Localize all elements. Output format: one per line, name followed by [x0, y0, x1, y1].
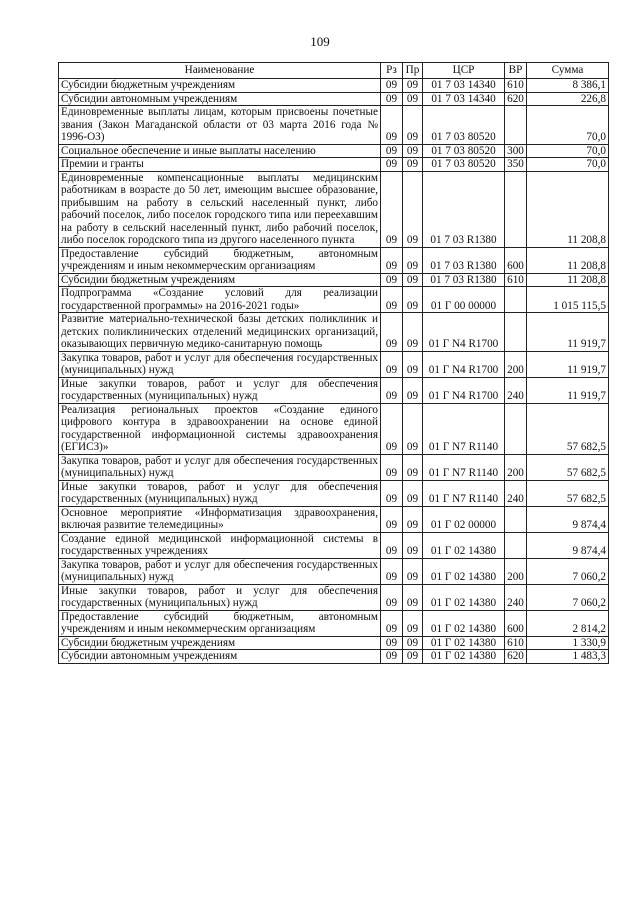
- cell-rz: 09: [381, 584, 403, 610]
- cell-sum: 57 682,5: [527, 454, 609, 480]
- cell-vr: 300: [505, 144, 527, 158]
- cell-pr: 09: [403, 480, 423, 506]
- cell-pr: 09: [403, 558, 423, 584]
- cell-sum: 70,0: [527, 144, 609, 158]
- cell-vr: [505, 506, 527, 532]
- cell-rz: 09: [381, 403, 403, 454]
- cell-sum: 9 874,4: [527, 532, 609, 558]
- cell-vr: 240: [505, 480, 527, 506]
- cell-sum: 1 015 115,5: [527, 287, 609, 313]
- cell-sum: 11 208,8: [527, 171, 609, 247]
- cell-rz: 09: [381, 636, 403, 650]
- cell-name: Иные закупки товаров, работ и услуг для обеспечения государственных (муниципальных) нужд: [59, 584, 381, 610]
- budget-table: [58, 62, 609, 664]
- cell-vr: 620: [505, 92, 527, 106]
- table-row: [59, 92, 609, 106]
- table-row: [59, 584, 609, 610]
- cell-rz: 09: [381, 377, 403, 403]
- cell-rz: 09: [381, 454, 403, 480]
- cell-sum: 11 919,7: [527, 351, 609, 377]
- cell-rz: 09: [381, 171, 403, 247]
- cell-pr: 09: [403, 92, 423, 106]
- table-row: [59, 106, 609, 145]
- cell-csr: 01 7 03 14340: [423, 92, 505, 106]
- cell-pr: 09: [403, 106, 423, 145]
- table-row: [59, 454, 609, 480]
- cell-rz: 09: [381, 247, 403, 273]
- cell-sum: 70,0: [527, 158, 609, 172]
- cell-pr: 09: [403, 532, 423, 558]
- cell-vr: [505, 313, 527, 352]
- cell-vr: 610: [505, 79, 527, 93]
- cell-pr: 09: [403, 636, 423, 650]
- cell-vr: 240: [505, 584, 527, 610]
- cell-pr: 09: [403, 454, 423, 480]
- cell-name: Социальное обеспечение и иные выплаты населению: [59, 144, 381, 158]
- header-sum: Сумма: [527, 63, 609, 79]
- table-row: [59, 532, 609, 558]
- cell-csr: 01 7 03 80520: [423, 158, 505, 172]
- cell-vr: [505, 403, 527, 454]
- cell-pr: 09: [403, 171, 423, 247]
- cell-pr: 09: [403, 273, 423, 287]
- cell-vr: 620: [505, 650, 527, 664]
- cell-csr: 01 7 03 14340: [423, 79, 505, 93]
- cell-sum: 2 814,2: [527, 610, 609, 636]
- cell-sum: 7 060,2: [527, 584, 609, 610]
- cell-pr: 09: [403, 403, 423, 454]
- table-row: [59, 377, 609, 403]
- cell-csr: 01 Г 02 14380: [423, 636, 505, 650]
- table-row: [59, 506, 609, 532]
- cell-vr: 350: [505, 158, 527, 172]
- cell-csr: 01 7 03 80520: [423, 106, 505, 145]
- cell-rz: 09: [381, 273, 403, 287]
- cell-vr: 600: [505, 610, 527, 636]
- cell-rz: 09: [381, 506, 403, 532]
- cell-vr: [505, 287, 527, 313]
- cell-rz: 09: [381, 610, 403, 636]
- cell-pr: 09: [403, 610, 423, 636]
- header-rz: Рз: [381, 63, 403, 79]
- cell-vr: 200: [505, 351, 527, 377]
- table-row: [59, 351, 609, 377]
- cell-vr: 600: [505, 247, 527, 273]
- cell-sum: 70,0: [527, 106, 609, 145]
- cell-csr: 01 Г N7 R1140: [423, 403, 505, 454]
- cell-csr: 01 Г 02 00000: [423, 506, 505, 532]
- cell-rz: 09: [381, 558, 403, 584]
- cell-vr: [505, 171, 527, 247]
- table-row: [59, 144, 609, 158]
- cell-vr: [505, 106, 527, 145]
- cell-sum: 1 330,9: [527, 636, 609, 650]
- cell-sum: 11 208,8: [527, 273, 609, 287]
- cell-sum: 57 682,5: [527, 480, 609, 506]
- cell-csr: 01 Г 02 14380: [423, 532, 505, 558]
- cell-sum: 9 874,4: [527, 506, 609, 532]
- page-number: 109: [310, 34, 330, 49]
- cell-name: Реализация региональных проектов «Создание единого цифрового контура в здравоохранении на основе единой государственной информационной системы здравоохранения (ЕГИСЗ)»: [59, 403, 381, 454]
- cell-name: Субсидии автономным учреждениям: [59, 650, 381, 664]
- cell-pr: 09: [403, 313, 423, 352]
- cell-sum: 1 483,3: [527, 650, 609, 664]
- cell-vr: 200: [505, 558, 527, 584]
- cell-pr: 09: [403, 247, 423, 273]
- cell-vr: 200: [505, 454, 527, 480]
- cell-csr: 01 7 03 R1380: [423, 273, 505, 287]
- cell-csr: 01 Г N4 R1700: [423, 313, 505, 352]
- cell-sum: 7 060,2: [527, 558, 609, 584]
- header-pr: Пр: [403, 63, 423, 79]
- table-row: [59, 79, 609, 93]
- cell-name: Закупка товаров, работ и услуг для обеспечения государственных (муниципальных) нужд: [59, 558, 381, 584]
- cell-name: Единовременные выплаты лицам, которым присвоены почетные звания (Закон Магаданской области от 03 марта 2016 года № 1996-ОЗ): [59, 106, 381, 145]
- cell-pr: 09: [403, 584, 423, 610]
- table-row: [59, 403, 609, 454]
- cell-csr: 01 Г N4 R1700: [423, 377, 505, 403]
- cell-pr: 09: [403, 506, 423, 532]
- cell-name: Субсидии автономным учреждениям: [59, 92, 381, 106]
- cell-pr: 09: [403, 287, 423, 313]
- cell-rz: 09: [381, 650, 403, 664]
- cell-name: Закупка товаров, работ и услуг для обеспечения государственных (муниципальных) нужд: [59, 454, 381, 480]
- cell-pr: 09: [403, 144, 423, 158]
- cell-rz: 09: [381, 92, 403, 106]
- table-row: [59, 158, 609, 172]
- cell-name: Субсидии бюджетным учреждениям: [59, 273, 381, 287]
- cell-name: Премии и гранты: [59, 158, 381, 172]
- table-row: [59, 273, 609, 287]
- cell-sum: 11 919,7: [527, 313, 609, 352]
- cell-name: Подпрограмма «Создание условий для реализации государственной программы» на 2016-2021 годы»: [59, 287, 381, 313]
- cell-name: Единовременные компенсационные выплаты медицинским работникам в возрасте до 50 лет, имеющим высшее образование, прибывшим на работу в сельский населенный пункт, либо рабочий поселок, либо поселок городского типа или переехавшим на работу в сельский населенный пункт, либо рабочий поселок, либо поселок городского типа из другого населенного пункта: [59, 171, 381, 247]
- cell-csr: 01 Г 02 14380: [423, 650, 505, 664]
- table-row: [59, 558, 609, 584]
- cell-sum: 226,8: [527, 92, 609, 106]
- table-row: [59, 650, 609, 664]
- cell-name: Закупка товаров, работ и услуг для обеспечения государственных (муниципальных) нужд: [59, 351, 381, 377]
- cell-name: Развитие материально-технической базы детских поликлиник и детских поликлинических отделений медицинских организаций, оказывающих первичную медико-санитарную помощь: [59, 313, 381, 352]
- table-row: [59, 247, 609, 273]
- cell-csr: 01 Г 02 14380: [423, 558, 505, 584]
- cell-name: Предоставление субсидий бюджетным, автономным учреждениям и иным некоммерческим организациям: [59, 247, 381, 273]
- cell-rz: 09: [381, 313, 403, 352]
- cell-csr: 01 Г N7 R1140: [423, 480, 505, 506]
- cell-vr: 610: [505, 273, 527, 287]
- cell-rz: 09: [381, 158, 403, 172]
- table-row: [59, 171, 609, 247]
- cell-rz: 09: [381, 480, 403, 506]
- cell-vr: 240: [505, 377, 527, 403]
- cell-rz: 09: [381, 144, 403, 158]
- table-row: [59, 287, 609, 313]
- cell-name: Создание единой медицинской информационной системы в государственных учреждениях: [59, 532, 381, 558]
- cell-csr: 01 Г N7 R1140: [423, 454, 505, 480]
- table-row: [59, 313, 609, 352]
- header-name: Наименование: [59, 63, 381, 79]
- cell-pr: 09: [403, 351, 423, 377]
- cell-csr: 01 Г N4 R1700: [423, 351, 505, 377]
- cell-sum: 8 386,1: [527, 79, 609, 93]
- cell-pr: 09: [403, 79, 423, 93]
- cell-csr: 01 Г 02 14380: [423, 610, 505, 636]
- cell-name: Субсидии бюджетным учреждениям: [59, 636, 381, 650]
- cell-vr: 610: [505, 636, 527, 650]
- cell-rz: 09: [381, 79, 403, 93]
- cell-rz: 09: [381, 351, 403, 377]
- cell-rz: 09: [381, 532, 403, 558]
- header-csr: ЦСР: [423, 63, 505, 79]
- cell-csr: 01 Г 00 00000: [423, 287, 505, 313]
- table-header-row: [59, 63, 609, 79]
- cell-pr: 09: [403, 158, 423, 172]
- cell-csr: 01 7 03 R1380: [423, 171, 505, 247]
- cell-rz: 09: [381, 106, 403, 145]
- header-vr: ВР: [505, 63, 527, 79]
- cell-pr: 09: [403, 377, 423, 403]
- cell-name: Иные закупки товаров, работ и услуг для обеспечения государственных (муниципальных) нужд: [59, 480, 381, 506]
- cell-name: Субсидии бюджетным учреждениям: [59, 79, 381, 93]
- cell-csr: 01 7 03 R1380: [423, 247, 505, 273]
- table-row: [59, 480, 609, 506]
- cell-sum: 57 682,5: [527, 403, 609, 454]
- cell-rz: 09: [381, 287, 403, 313]
- cell-sum: 11 919,7: [527, 377, 609, 403]
- cell-sum: 11 208,8: [527, 247, 609, 273]
- table-row: [59, 636, 609, 650]
- cell-vr: [505, 532, 527, 558]
- cell-csr: 01 7 03 80520: [423, 144, 505, 158]
- table-row: [59, 610, 609, 636]
- cell-name: Предоставление субсидий бюджетным, автономным учреждениям и иным некоммерческим организациям: [59, 610, 381, 636]
- cell-name: Основное мероприятие «Информатизация здравоохранения, включая развитие телемедицины»: [59, 506, 381, 532]
- cell-pr: 09: [403, 650, 423, 664]
- cell-csr: 01 Г 02 14380: [423, 584, 505, 610]
- cell-name: Иные закупки товаров, работ и услуг для обеспечения государственных (муниципальных) нужд: [59, 377, 381, 403]
